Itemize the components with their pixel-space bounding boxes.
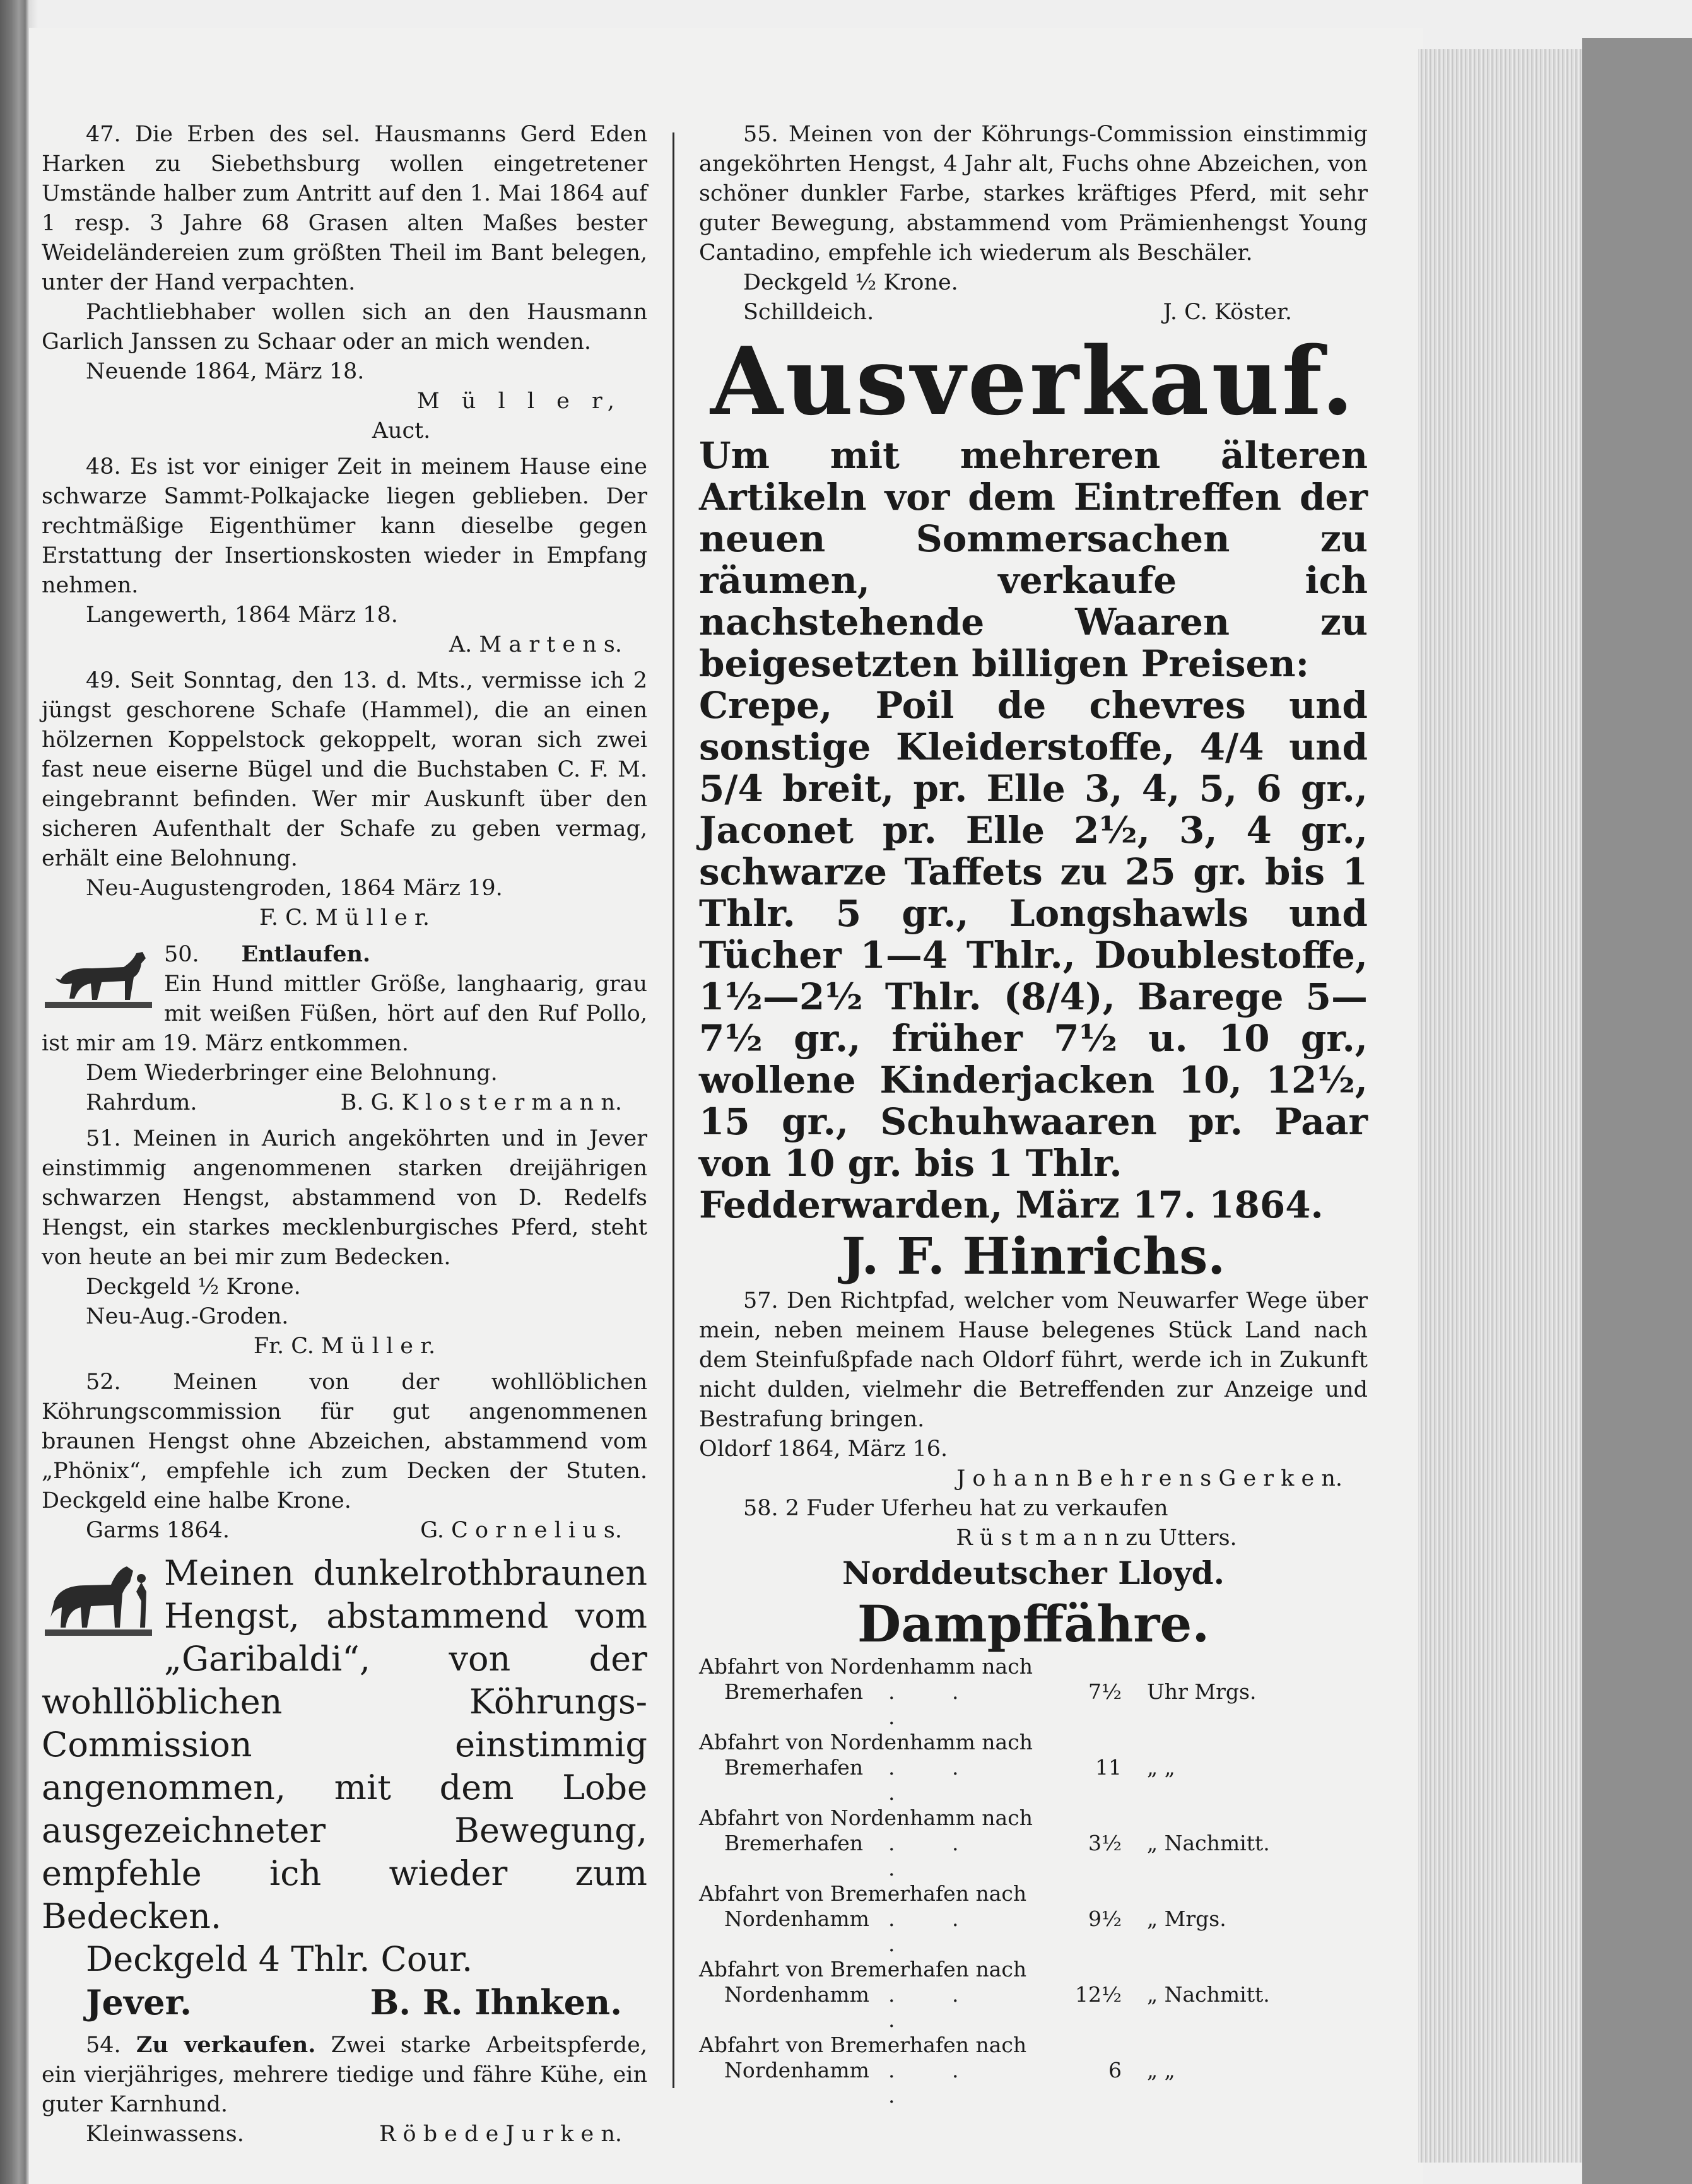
left-column <box>42 120 647 2149</box>
ad-52-signer: G. C o r n e l i u s. <box>420 1518 622 1543</box>
schedule-time: 7½ <box>1088 1679 1122 1704</box>
ad-56-place: Fedderwarden, März 17. 1864. <box>699 1183 1324 1226</box>
ad-47-signer: M ü l l e r, <box>416 389 622 414</box>
horse-icon <box>42 1557 155 1639</box>
book-spine <box>1582 38 1692 2184</box>
ad-53-signer: B. R. Ihnken. <box>370 1982 622 2023</box>
schedule-row <box>699 2033 1368 2108</box>
schedule-unit: Uhr Mrgs. <box>1147 1679 1257 1704</box>
schedule-time: 9½ <box>1088 1906 1122 1931</box>
ad-47-text: 47. Die Erben des sel. Hausmanns Gerd Eden Harken zu Siebethsburg wollen eingetretener Umstände halber zum Antritt auf den 1. Mai 1864 auf 1 resp. 3 Jahre 68 Grasen alten Maßes bester Weideländereien zum größten Theil im Bant belegen, unter der Hand verpachten. <box>42 122 647 295</box>
schedule-to: Bremerhafen <box>724 1831 864 1855</box>
book-page-edges <box>1418 49 1585 2163</box>
ad-52-place: Garms 1864. <box>86 1518 230 1543</box>
ad-52-text: 52. Meinen von der wohllöblichen Köhrungscommission für gut angenommenen braunen Hengst ohne Abzeichen, abstammend vom „Phönix“, empfehle ich zum Decken der Stuten. Deckgeld eine halbe Krone. <box>42 1370 647 1513</box>
ad-54-signer: R ö b e d e J u r k e n. <box>379 2122 622 2147</box>
schedule-time: 6 <box>1108 2058 1122 2082</box>
schedule-dots: . . . <box>888 2058 984 2108</box>
schedule-to: Bremerhafen <box>724 1755 864 1780</box>
ad-49-text: 49. Seit Sonntag, den 13. d. Mts., vermisse ich 2 jüngst geschorene Schafe (Hammel), die an einen hölzernen Koppelstock gekoppelt, woran sich zwei fast neue eiserne Bügel und die Buchstaben C. F. M. eingebrannt befinden. Wer mir Auskunft über den sicheren Aufenthalt der Schafe zu geben vermag, erhält eine Belohnung. <box>42 668 647 871</box>
ad-51-signer: Fr. C. M ü l l e r. <box>253 1334 436 1359</box>
schedule-from: Abfahrt von Nordenhamm nach <box>699 1730 1033 1754</box>
ad-50-text2: Dem Wiederbringer eine Belohnung. <box>86 1060 498 1086</box>
ad-47 <box>42 120 647 446</box>
ad-53-place: Jever. <box>86 1982 192 2023</box>
ad-51-place: Neu-Aug.-Groden. <box>86 1304 289 1329</box>
schedule-unit: „ Nachmitt. <box>1147 1982 1270 2007</box>
ad-56-title: Ausverkauf. <box>710 326 1356 436</box>
ad-51-text: 51. Meinen in Aurich angeköhrten und in Jever einstimmig angenommenen starken dreijährigen schwarzen Hengst, abstammend von D. Redelfs Hengst, ein starkes mecklenburgisches Pferd, steht von heute an bei mir zum Bedecken. <box>42 1126 647 1270</box>
schedule-from: Abfahrt von Bremerhafen nach <box>699 1881 1027 1906</box>
lloyd-ad <box>699 1553 1368 2108</box>
schedule-to: Bremerhafen <box>724 1679 864 1704</box>
ad-53-text: Meinen dunkelrothbraunen Hengst, abstammend vom „Garibaldi“, von der wohllöblichen Köhrungs-Commission einstimmig angenommen, mit dem Lobe ausgezeichneter Bewegung, empfehle ich wieder zum Bedecken. <box>42 1553 647 1936</box>
ad-54-place: Kleinwassens. <box>86 2122 244 2147</box>
schedule-dots: . . . <box>888 1831 984 1881</box>
schedule-from: Abfahrt von Nordenhamm nach <box>699 1654 1033 1679</box>
ad-56-signer: J. F. Hinrichs. <box>841 1226 1226 1286</box>
ad-50-number: 50. <box>164 942 199 967</box>
schedule-to: Nordenhamm <box>724 1982 869 2007</box>
ad-56-items: Crepe, Poil de chevres und sonstige Kleiderstoffe, 4/4 und 5/4 breit, pr. Elle 3, 4, 5, 6 gr., Jaconet pr. Elle 2½, 3, 4 gr., schwarze Taffets zu 25 gr. bis 1 Thlr. 5 gr., Longshawls und Tücher 1—4 Thlr., Doublestoffe, 1½—2½ Thlr. (8/4), Barege 5—7½ gr., früher 7½ u. 10 gr., wollene Kinderjacken 10, 12½, 15 gr., Schuhwaaren pr. Paar von 10 gr. bis 1 Thlr. <box>699 684 1368 1185</box>
ad-50-place: Rahrdum. <box>86 1090 197 1115</box>
schedule-dots: . . . <box>888 1755 984 1805</box>
ad-57-signer: J o h a n n B e h r e n s G e r k e n. <box>956 1466 1342 1491</box>
ad-56 <box>699 327 1368 1286</box>
schedule-dots: . . . <box>888 1906 984 1956</box>
schedule-row <box>699 1654 1368 1730</box>
schedule-to: Nordenhamm <box>724 2058 869 2082</box>
ad-55-fee: Deckgeld ½ Krone. <box>743 270 958 295</box>
ad-54-text: Zwei starke Arbeitspferde, ein vierjähriges, mehrere tiedige und fähre Kühe, ein guter Karnhund. <box>42 2033 647 2117</box>
ad-48-place: Langewerth, 1864 März 18. <box>86 602 398 628</box>
ad-54 <box>42 2030 647 2149</box>
ad-58 <box>699 1494 1368 1553</box>
schedule-row <box>699 1805 1368 1881</box>
schedule-to: Nordenhamm <box>724 1906 869 1931</box>
ad-57-place: Oldorf 1864, März 16. <box>699 1436 948 1462</box>
ad-58-signer: R ü s t m a n n zu Utters. <box>956 1525 1237 1551</box>
ad-50-signer: B. G. K l o s t e r m a n n. <box>340 1090 622 1115</box>
ad-57-text: 57. Den Richtpfad, welcher vom Neuwarfer Wege über mein, neben meinem Hause belegenes Stück Land nach dem Steinfußpfade nach Oldorf führt, werde ich in Zukunft nicht dulden, vielmehr die Betreffenden zur Anzeige und Bestrafung bringen. <box>699 1288 1368 1432</box>
right-column <box>699 120 1368 2108</box>
lloyd-subtitle: Dampffähre. <box>857 1594 1210 1653</box>
schedule-unit: „ „ <box>1147 2058 1175 2082</box>
schedule-time: 12½ <box>1075 1982 1122 2007</box>
ad-54-title: Zu verkaufen. <box>136 2032 316 2058</box>
ad-48-signer: A. M a r t e n s. <box>449 632 622 657</box>
schedule-row <box>699 1881 1368 1957</box>
ad-57 <box>699 1286 1368 1494</box>
ad-47-text2: Pachtliebhaber wollen sich an den Hausmann Garlich Janssen zu Schaar oder an mich wenden. <box>42 300 647 355</box>
lloyd-title: Norddeutscher Lloyd. <box>842 1554 1225 1592</box>
schedule-row <box>699 1957 1368 2033</box>
ad-50-title: Entlaufen. <box>241 941 371 967</box>
ad-51-fee: Deckgeld ½ Krone. <box>86 1274 301 1300</box>
schedule-dots: . . . <box>888 1982 984 2032</box>
ad-55-signer: J. C. Köster. <box>1163 300 1292 325</box>
schedule-time: 11 <box>1095 1755 1122 1780</box>
ad-48-text: 48. Es ist vor einiger Zeit in meinem Hause eine schwarze Sammt-Polkajacke liegen geblieben. Der rechtmäßige Eigenthümer kann dieselbe gegen Erstattung der Insertionskosten wieder in Empfang nehmen. <box>42 454 647 598</box>
ad-53 <box>42 1552 647 2024</box>
ad-56-intro: Um mit mehreren älteren Artikeln vor dem Eintreffen der neuen Sommersachen zu räumen, verkaufe ich nachstehende Waaren zu beigesetzten billigen Preisen: <box>699 434 1368 685</box>
schedule-unit: „ „ <box>1147 1755 1175 1780</box>
dog-icon <box>42 942 155 1011</box>
schedule-unit: „ Nachmitt. <box>1147 1831 1270 1855</box>
schedule-time: 3½ <box>1088 1831 1122 1855</box>
ad-55-text: 55. Meinen von der Köhrungs-Commission einstimmig angeköhrten Hengst, 4 Jahr alt, Fuchs ohne Abzeichen, von schöner dunkler Farbe, starkes kräftiges Pferd, mit sehr guter Bewegung, abstammend vom Prämienhengst Young Cantadino, empfehle ich wiederum als Beschäler. <box>699 122 1368 266</box>
schedule-from: Abfahrt von Nordenhamm nach <box>699 1805 1033 1830</box>
ad-50 <box>42 939 647 1118</box>
ad-50-text: Ein Hund mittler Größe, langhaarig, grau mit weißen Füßen, hört auf den Ruf Pollo, ist mir am 19. März entkommen. <box>42 972 647 1056</box>
ad-55-place: Schilldeich. <box>743 300 874 325</box>
schedule-row <box>699 1730 1368 1805</box>
ad-52 <box>42 1368 647 1546</box>
ad-54-number: 54. <box>86 2033 121 2058</box>
ad-48 <box>42 452 647 660</box>
column-divider <box>673 132 674 2088</box>
ad-51 <box>42 1124 647 1361</box>
schedule-unit: „ Mrgs. <box>1147 1906 1226 1931</box>
ad-47-place: Neuende 1864, März 18. <box>86 359 365 384</box>
ferry-schedule <box>699 1654 1368 2108</box>
ad-58-text: 58. 2 Fuder Uferheu hat zu verkaufen <box>743 1496 1168 1521</box>
schedule-dots: . . . <box>888 1679 984 1729</box>
ad-47-role: Auct. <box>372 418 431 443</box>
schedule-from: Abfahrt von Bremerhafen nach <box>699 1957 1027 1981</box>
ad-55 <box>699 120 1368 327</box>
ad-53-fee: Deckgeld 4 Thlr. Cour. <box>86 1939 473 1979</box>
ad-49 <box>42 666 647 933</box>
ad-49-signer: F. C. M ü l l e r. <box>259 905 430 931</box>
ad-49-place: Neu-Augustengroden, 1864 März 19. <box>86 876 503 901</box>
schedule-from: Abfahrt von Bremerhafen nach <box>699 2033 1027 2057</box>
